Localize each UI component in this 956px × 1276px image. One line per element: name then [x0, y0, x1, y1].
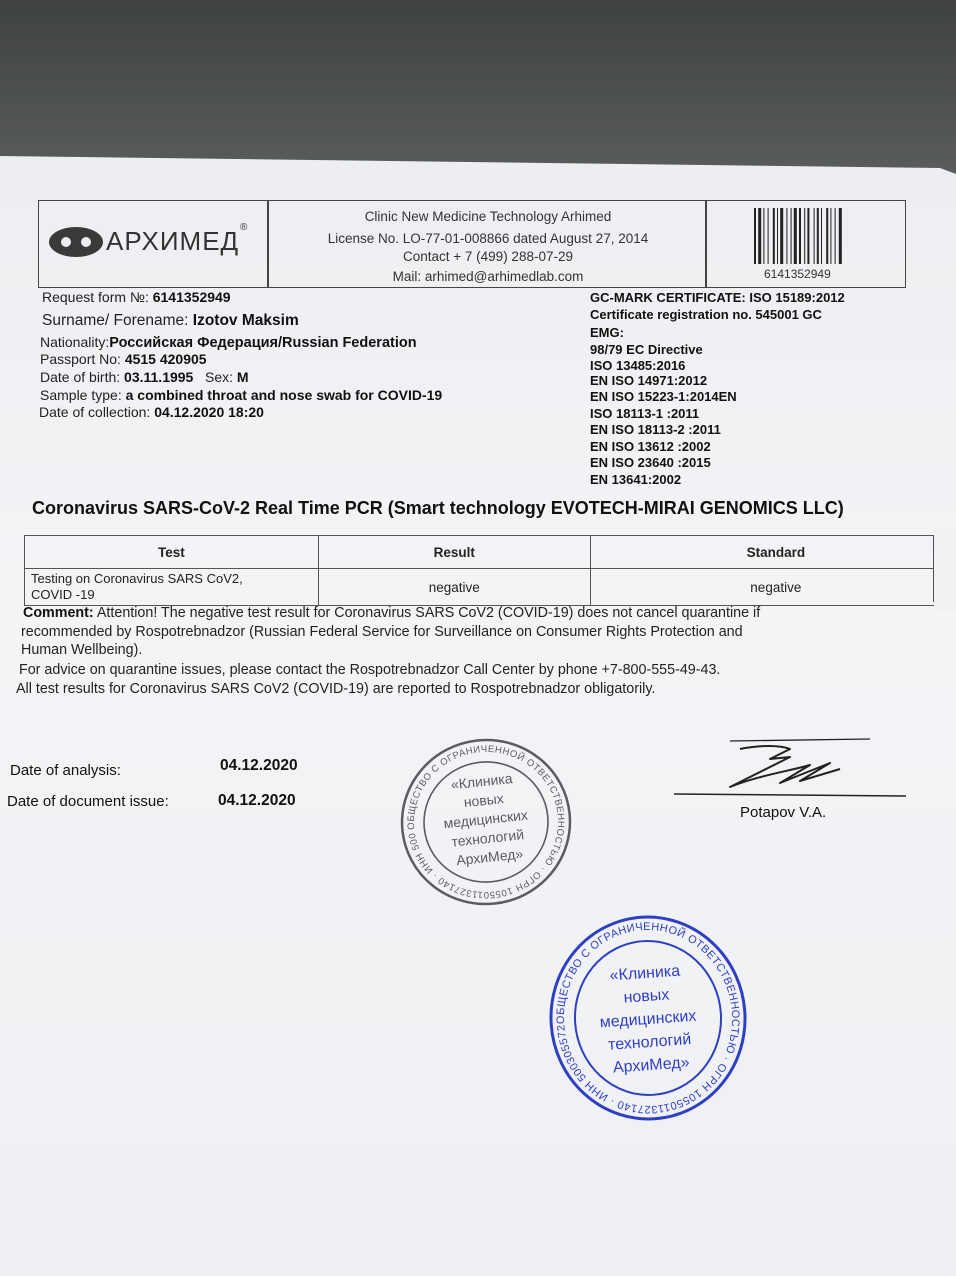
header-test: Test [25, 536, 319, 569]
sample-type: Sample type: a combined throat and nose swab for COVID-19 [40, 387, 443, 403]
clinic-logo-icon [48, 226, 104, 258]
pcr-title-wrap [32, 497, 932, 535]
clinic-license: License No. LO-77-01-008866 dated August 27, 2014 [327, 231, 649, 246]
svg-text:«Клиника: «Клиника [609, 962, 681, 985]
certificate-line: ISO 13485:2016 [590, 358, 686, 373]
clinic-mail: Mail: arhimed@arhimedlab.com [392, 269, 584, 284]
comment-line: Comment: Attention! The negative test result for Coronavirus SARS CoV2 (COVID-19) does not cancel quarantine if [23, 605, 761, 621]
cell-standard: negative [590, 569, 956, 606]
blue-seal-stamp [548, 912, 748, 1124]
signature-icon [670, 735, 910, 799]
comment-line: All test results for Coronavirus SARS CoV2 (COVID-19) are reported to Rospotrebnadzor obligatorily. [16, 681, 656, 697]
analysis-label: Date of analysis: [10, 762, 121, 779]
svg-text:технологий: технологий [450, 826, 525, 850]
issue-date: 04.12.2020 [218, 792, 296, 809]
barcode-icon [752, 208, 864, 264]
table-row [25, 569, 956, 606]
certificate-line: EN 13641:2002 [590, 472, 682, 487]
header-result: Result [318, 536, 590, 569]
date-of-birth: Date of birth: 03.11.1995 Sex: M [40, 369, 249, 385]
svg-text:медицинских: медицинских [442, 806, 529, 832]
cell-result: negative [318, 569, 590, 606]
issue-label: Date of document issue: [7, 793, 169, 810]
analysis-date: 04.12.2020 [220, 757, 298, 774]
certificate-line: EN ISO 13612 :2002 [590, 439, 711, 454]
certificate-line: EN ISO 23640 :2015 [590, 455, 711, 470]
cell-test: Testing on Coronavirus SARS CoV2, COVID -19 [25, 569, 319, 606]
comment-line: For advice on quarantine issues, please contact the Rospotrebnadzor Call Center by phone +7-800-555-49-43. [19, 662, 721, 678]
svg-text:ОБЩЕСТВО С ОГРАНИЧЕННОЙ ОТВЕТС: ОБЩЕСТВО С ОГРАНИЧЕННОЙ ОТВЕТСТВЕННОСТЬЮ · ОГРН 1055011327140 · ИНН 5003055720 [405, 743, 567, 901]
svg-text:ОБЩЕСТВО С ОГРАНИЧЕННОЙ ОТВЕТС: ОБЩЕСТВО С ОГРАНИЧЕННОЙ ОТВЕТСТВЕННОСТЬЮ · ОГРН 1055011327140 · ИНН 5003055720 [554, 921, 742, 1116]
certificate-line: EN ISO 18113-2 :2011 [590, 422, 721, 437]
registered-mark: ® [240, 222, 248, 233]
svg-text:АрхиМед»: АрхиМед» [612, 1054, 691, 1077]
clinic-logo-text: АРХИМЕД [106, 226, 240, 256]
certificate-line: 98/79 EC Directive [590, 342, 703, 357]
results-table [24, 535, 956, 606]
certificate-line: EN ISO 15223-1:2014EN [590, 389, 737, 404]
certificate-line: GC-MARK CERTIFICATE: ISO 15189:2012 [590, 290, 845, 305]
barcode-number: 6141352949 [764, 267, 831, 281]
passport: Passport No: 4515 420905 [40, 351, 207, 367]
table-header-row [25, 536, 956, 569]
comment-line: recommended by Rospotrebnadzor (Russian Federal Service for Surveillance on Consumer Rights Protection and [21, 624, 743, 640]
svg-text:новых: новых [462, 790, 505, 811]
signer-name: Potapov V.A. [740, 804, 827, 821]
certificate-line: EMG: [590, 325, 624, 340]
svg-text:АрхиМед»: АрхиМед» [455, 845, 524, 869]
svg-text:технологий: технологий [607, 1031, 692, 1054]
table-surface [0, 0, 956, 180]
nationality: Nationality:Российская Федерация/Russian Federation [40, 334, 417, 351]
svg-text:медицинских: медицинских [599, 1007, 697, 1032]
pcr-title: Coronavirus SARS-CoV-2 Real Time PCR (Smart technology EVOTECH-MIRAI GENOMICS LLC) [32, 498, 844, 518]
svg-text:«Клиника: «Клиника [450, 770, 514, 793]
request-form: Request form №: 6141352949 [42, 289, 231, 305]
gray-seal-stamp [396, 736, 576, 908]
svg-text:новых: новых [623, 986, 670, 1007]
certificate-line: ISO 18113-1 :2011 [590, 406, 700, 421]
patient-name: Surname/ Forename: Izotov Maksim [42, 312, 299, 329]
clinic-name: Clinic New Medicine Technology Arhimed [364, 209, 612, 224]
certificate-line: Certificate registration no. 545001 GC [590, 307, 822, 322]
comment-line: Human Wellbeing). [21, 642, 143, 658]
clinic-contact: Contact + 7 (499) 288-07-29 [403, 249, 573, 264]
certificate-line: EN ISO 14971:2012 [590, 373, 708, 388]
date-of-collection: Date of collection: 04.12.2020 18:20 [39, 404, 264, 420]
header-standard: Standard [590, 536, 956, 569]
